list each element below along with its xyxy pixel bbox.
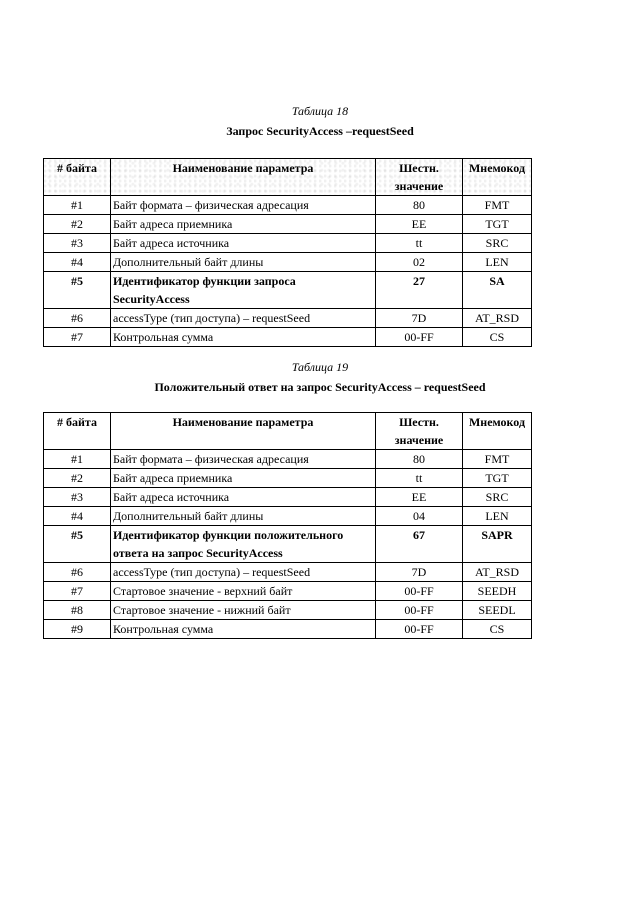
header-mnemonic: Мнемокод xyxy=(463,413,532,450)
cell-hex: 04 xyxy=(376,507,463,526)
cell-byte: #4 xyxy=(44,253,111,272)
cell-param-line1: Идентификатор функции положительного xyxy=(113,528,344,542)
table18-caption: Таблица 18 xyxy=(291,104,349,118)
header-hex-line1: Шестн. xyxy=(399,161,439,175)
table18-title: Запрос SecurityAccess –requestSeed xyxy=(226,124,414,138)
cell-param-line2: SecurityAccess xyxy=(113,292,190,306)
cell-mnemonic: LEN xyxy=(463,507,532,526)
header-hex-line1: Шестн. xyxy=(399,415,439,429)
table19 xyxy=(43,412,532,639)
cell-param-line2: ответа на запрос SecurityAccess xyxy=(113,546,283,560)
cell-param xyxy=(111,526,376,563)
cell-param: Байт адреса источника xyxy=(111,488,376,507)
cell-byte: #3 xyxy=(44,488,111,507)
table-row xyxy=(44,620,532,639)
table-row xyxy=(44,601,532,620)
cell-byte: #2 xyxy=(44,215,111,234)
table-row xyxy=(44,450,532,469)
table18 xyxy=(43,158,532,347)
cell-byte: #6 xyxy=(44,563,111,582)
cell-param-line1: Идентификатор функции запроса xyxy=(113,274,296,288)
cell-mnemonic: SA xyxy=(463,272,532,309)
cell-param: Байт формата – физическая адресация xyxy=(111,450,376,469)
cell-param: Байт адреса приемника xyxy=(111,215,376,234)
cell-mnemonic: CS xyxy=(463,620,532,639)
cell-mnemonic: SEEDH xyxy=(463,582,532,601)
cell-param: Стартовое значение - верхний байт xyxy=(111,582,376,601)
header-param: Наименование параметра xyxy=(111,413,376,450)
cell-byte: #6 xyxy=(44,309,111,328)
table-row xyxy=(44,526,532,563)
table-row xyxy=(44,272,532,309)
cell-byte: #5 xyxy=(44,272,111,309)
cell-hex: 00-FF xyxy=(376,328,463,347)
cell-mnemonic: CS xyxy=(463,328,532,347)
cell-hex: 80 xyxy=(376,450,463,469)
cell-byte: #5 xyxy=(44,526,111,563)
cell-byte: #1 xyxy=(44,196,111,215)
table-row xyxy=(44,507,532,526)
cell-byte: #4 xyxy=(44,507,111,526)
header-mnemonic: Мнемокод xyxy=(463,159,532,196)
cell-param: Дополнительный байт длины xyxy=(111,507,376,526)
cell-mnemonic: AT_RSD xyxy=(463,563,532,582)
header-byte: # байта xyxy=(44,413,111,450)
table-row xyxy=(44,215,532,234)
cell-hex: 27 xyxy=(376,272,463,309)
table18-header-row xyxy=(44,159,532,196)
cell-param: Байт адреса источника xyxy=(111,234,376,253)
cell-param: Стартовое значение - нижний байт xyxy=(111,601,376,620)
cell-hex: 67 xyxy=(376,526,463,563)
cell-byte: #7 xyxy=(44,582,111,601)
cell-param: Байт адреса приемника xyxy=(111,469,376,488)
cell-byte: #8 xyxy=(44,601,111,620)
table-row xyxy=(44,582,532,601)
cell-hex: 00-FF xyxy=(376,601,463,620)
table-row xyxy=(44,563,532,582)
cell-param: Контрольная сумма xyxy=(111,620,376,639)
header-hex-line2: значение xyxy=(394,179,444,193)
cell-mnemonic: SAPR xyxy=(463,526,532,563)
cell-hex: 80 xyxy=(376,196,463,215)
cell-param: Контрольная сумма xyxy=(111,328,376,347)
cell-hex: 7D xyxy=(376,563,463,582)
cell-byte: #7 xyxy=(44,328,111,347)
cell-hex: tt xyxy=(376,234,463,253)
cell-byte: #1 xyxy=(44,450,111,469)
cell-mnemonic: SRC xyxy=(463,234,532,253)
cell-byte: #9 xyxy=(44,620,111,639)
cell-param: accessType (тип доступа) – requestSeed xyxy=(111,563,376,582)
header-hex xyxy=(376,159,463,196)
cell-param: Байт формата – физическая адресация xyxy=(111,196,376,215)
cell-mnemonic: TGT xyxy=(463,469,532,488)
cell-byte: #2 xyxy=(44,469,111,488)
cell-hex: EE xyxy=(376,215,463,234)
header-byte: # байта xyxy=(44,159,111,196)
cell-mnemonic: LEN xyxy=(463,253,532,272)
cell-mnemonic: TGT xyxy=(463,215,532,234)
cell-hex: tt xyxy=(376,469,463,488)
cell-hex: 00-FF xyxy=(376,582,463,601)
cell-mnemonic: SRC xyxy=(463,488,532,507)
cell-mnemonic: FMT xyxy=(463,450,532,469)
table-row xyxy=(44,234,532,253)
cell-mnemonic: AT_RSD xyxy=(463,309,532,328)
header-param: Наименование параметра xyxy=(111,159,376,196)
cell-hex: 02 xyxy=(376,253,463,272)
cell-byte: #3 xyxy=(44,234,111,253)
cell-param: Дополнительный байт длины xyxy=(111,253,376,272)
table-row xyxy=(44,196,532,215)
header-hex-line2: значение xyxy=(394,433,444,447)
cell-param xyxy=(111,272,376,309)
cell-mnemonic: FMT xyxy=(463,196,532,215)
table-row xyxy=(44,309,532,328)
table-row xyxy=(44,253,532,272)
header-hex xyxy=(376,413,463,450)
table19-caption: Таблица 19 xyxy=(291,360,349,374)
cell-mnemonic: SEEDL xyxy=(463,601,532,620)
table-row xyxy=(44,488,532,507)
table19-header-row xyxy=(44,413,532,450)
table-row xyxy=(44,328,532,347)
cell-hex: 00-FF xyxy=(376,620,463,639)
cell-hex: 7D xyxy=(376,309,463,328)
cell-param: accessType (тип доступа) – requestSeed xyxy=(111,309,376,328)
table19-title: Положительный ответ на запрос SecurityAccess – requestSeed xyxy=(154,380,486,394)
cell-hex: EE xyxy=(376,488,463,507)
table-row xyxy=(44,469,532,488)
